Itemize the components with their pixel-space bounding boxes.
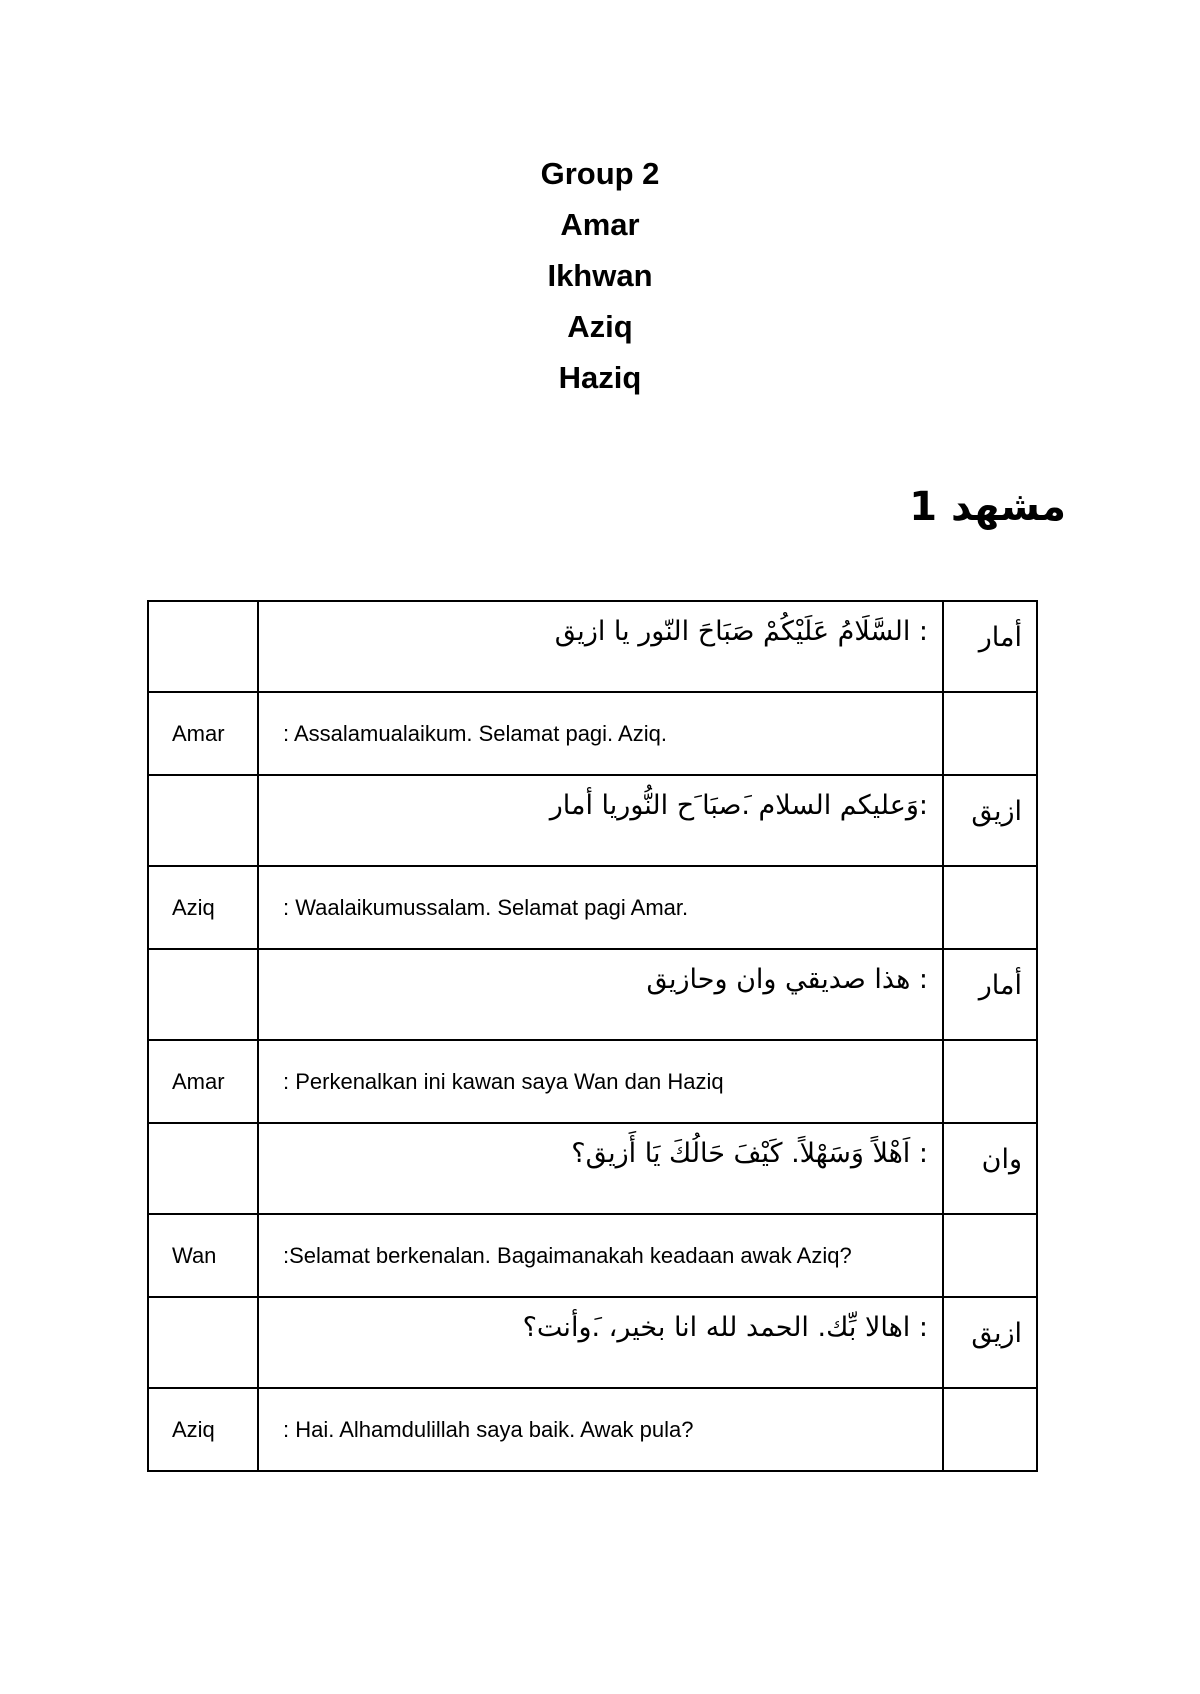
table-row-arabic [148,949,1037,1040]
malay-speaker-name: Aziq [148,1388,258,1471]
arabic-dialogue-line: : اَهْلاً وَسَهْلاً. كَيْفَ حَالُكَ يَا أَزيق؟ [258,1123,943,1214]
malay-speaker-name: Amar [148,692,258,775]
empty-cell [148,949,258,1040]
arabic-dialogue-line: :وَعليكم السلام .َصبَا َح النُّوريا أمار [258,775,943,866]
arabic-dialogue-line: : هذا صديقي وان وحازيق [258,949,943,1040]
member-name: Ikhwan [547,258,653,293]
group-title: Group 2 [540,156,660,191]
empty-cell [148,601,258,692]
malay-dialogue-line: : Waalaikumussalam. Selamat pagi Amar. [258,866,943,949]
arabic-speaker-name: وان [943,1123,1037,1214]
arabic-speaker-name: أمار [943,601,1037,692]
empty-cell [148,1297,258,1388]
malay-dialogue-line: : Perkenalkan ini kawan saya Wan dan Haziq [258,1040,943,1123]
empty-cell [943,866,1037,949]
malay-dialogue-line: : Hai. Alhamdulillah saya baik. Awak pula? [258,1388,943,1471]
empty-cell [148,1123,258,1214]
table-row-malay [148,1388,1037,1471]
table-row-arabic [148,601,1037,692]
malay-speaker-name: Aziq [148,866,258,949]
malay-speaker-name: Wan [148,1214,258,1297]
arabic-speaker-name: أمار [943,949,1037,1040]
table-row-arabic [148,1297,1037,1388]
malay-dialogue-line: : Assalamualaikum. Selamat pagi. Aziq. [258,692,943,775]
table-row-arabic [148,1123,1037,1214]
scene-title: مشهد 1 [909,484,1066,530]
group-members-heading [0,148,1200,403]
empty-cell [943,692,1037,775]
member-name: Aziq [567,309,633,344]
member-name: Haziq [558,360,642,395]
table-row-malay [148,692,1037,775]
member-name: Amar [560,207,640,242]
malay-dialogue-line: :Selamat berkenalan. Bagaimanakah keadaan awak Aziq? [258,1214,943,1297]
table-row-malay [148,866,1037,949]
arabic-speaker-name: ازيق [943,1297,1037,1388]
arabic-speaker-name: ازيق [943,775,1037,866]
malay-speaker-name: Amar [148,1040,258,1123]
arabic-dialogue-line: : اهالا بِّك. الحمد لله انا بخير، .َوأنت؟ [258,1297,943,1388]
empty-cell [943,1040,1037,1123]
table-row-arabic [148,775,1037,866]
table-row-malay [148,1214,1037,1297]
table-row-malay [148,1040,1037,1123]
dialogue-table [147,600,1038,1472]
empty-cell [148,775,258,866]
empty-cell [943,1388,1037,1471]
arabic-dialogue-line: : السَّلَامُ عَلَيْكُمْ صَبَاحَ النّور يا ازيق [258,601,943,692]
empty-cell [943,1214,1037,1297]
